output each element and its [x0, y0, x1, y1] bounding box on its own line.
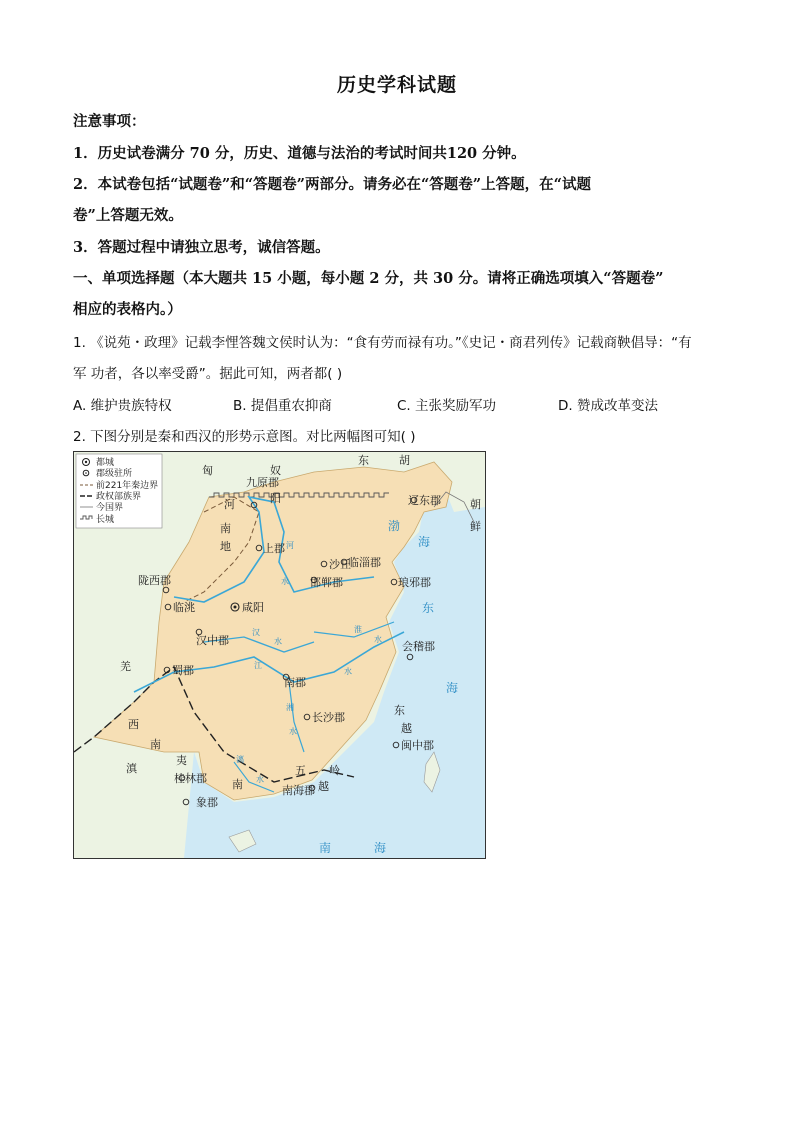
place-langya: 琅邪郡: [398, 576, 431, 589]
sea-dong: 东: [422, 601, 435, 615]
region-xiong: 匈: [202, 464, 213, 477]
place-nan: 南郡: [284, 676, 306, 689]
region-dongyue-yue: 越: [401, 722, 412, 735]
notice-item-3: 3．答题过程中请独立思考，诚信答题。: [73, 239, 330, 256]
place-liaodong: 辽东郡: [408, 494, 441, 507]
question-1-option-a: A. 维护贵族特权: [73, 398, 172, 414]
sea-bo: 渤: [388, 519, 401, 533]
river-han: 汉: [252, 628, 260, 637]
region-he: 河: [224, 498, 235, 511]
place-shang: 上郡: [263, 542, 285, 555]
place-xiang: 象郡: [196, 796, 218, 809]
river-huai: 淮: [354, 625, 362, 634]
question-1-option-b: B. 提倡重农抑商: [233, 398, 332, 414]
region-xian: 鲜: [470, 520, 481, 533]
question-2-stem: 2. 下图分别是秦和西汉的形势示意图。对比两幅图可知( ): [73, 429, 416, 445]
place-linzi: 临淄郡: [348, 556, 381, 569]
question-1-stem: 1. 《说苑・政理》记载李悝答魏文侯时认为：“食有劳而禄有功。”《史记・商君列传》记载商鞅倡导：“有: [73, 335, 692, 351]
region-xinan-nan: 南: [150, 738, 161, 751]
place-handan: 邯郸郡: [310, 576, 343, 589]
capital-xianyang: 咸阳: [242, 601, 264, 614]
place-changsha: 长沙郡: [312, 711, 345, 724]
river-xiang: 湘: [286, 703, 294, 712]
legend-modern-border: 今国界: [96, 503, 124, 513]
legend-capital: 都城: [96, 458, 115, 468]
sea-nan: 南: [319, 841, 332, 855]
river-jiang-shui: 水: [344, 667, 352, 676]
region-hu: 胡: [399, 454, 410, 467]
section-heading-cont: 相应的表格内。）: [73, 301, 182, 318]
place-lintao: 临洮: [173, 601, 195, 614]
notice-item-1: 1．历史试卷满分 70 分，历史、道德与法治的考试时间共120 分钟。: [73, 145, 526, 162]
map-legend: [76, 454, 162, 528]
place-hanzhong: 汉中郡: [196, 634, 229, 647]
place-shu: 蜀郡: [172, 664, 194, 677]
notice-heading: 注意事项：: [73, 113, 146, 130]
notice-item-2-cont: 卷”上答题无效。: [73, 207, 183, 224]
region-chao: 朝: [470, 498, 481, 511]
river-huai-shui: 水: [374, 635, 382, 644]
taiwan-island: [424, 752, 440, 792]
place-yang: 阳: [270, 492, 281, 505]
river-han-shui: 水: [274, 637, 282, 646]
region-wu: 五: [295, 764, 306, 777]
hainan-island: [229, 830, 256, 852]
sea-dong-hai: 海: [446, 681, 459, 695]
river-he: 河: [286, 541, 294, 550]
region-ling: 岭: [329, 764, 340, 777]
region-yue: 越: [318, 780, 329, 793]
region-nu: 奴: [270, 464, 281, 477]
region-dian: 滇: [126, 762, 137, 775]
place-nanhai: 南海郡: [282, 784, 315, 797]
place-guilin: 桂林郡: [174, 772, 207, 785]
place-minzhong: 闽中郡: [401, 739, 434, 752]
place-kuaiji: 会稽郡: [402, 640, 435, 653]
place-longxi: 陇西郡: [138, 574, 171, 587]
section-heading: 一、单项选择题（本大题共 15 小题，每小题 2 分，共 30 分。请将正确选项填入“答题卷”: [73, 270, 664, 287]
sea-nan-hai: 海: [374, 841, 387, 855]
question-1-option-d: D. 赞成改革变法: [558, 398, 658, 414]
river-jiang: 江: [254, 661, 262, 670]
place-shaqiu: 沙丘: [329, 558, 351, 571]
region-dong: 东: [358, 454, 369, 467]
qin-territory-map: [73, 451, 486, 859]
legend-commandery: 郡级驻所: [96, 469, 133, 479]
river-li: 漓: [236, 755, 244, 764]
region-xi: 西: [128, 718, 139, 731]
notice-item-2: 2．本试卷包括“试题卷”和“答题卷”两部分。请务必在“答题卷”上答题，在“试题: [73, 176, 591, 193]
region-nanyue-nan: 南: [232, 778, 243, 791]
question-1-option-c: C. 主张奖励军功: [397, 398, 497, 414]
river-li-shui: 水: [256, 775, 264, 784]
question-1-stem-cont: 军 功者，各以率受爵”。据此可知，两者都( ): [73, 366, 343, 382]
page-title: 历史学科试题: [336, 74, 457, 96]
region-dongyue-dong: 东: [394, 704, 405, 717]
region-henan-nan: 南: [220, 522, 231, 535]
sea-bo-hai: 海: [418, 535, 431, 549]
region-qiang: 羌: [120, 660, 131, 673]
legend-great-wall: 长城: [96, 515, 115, 525]
legend-regime-border: 政权部族界: [96, 492, 142, 502]
river-he-shui: 水: [281, 577, 289, 586]
place-jiuyuan: 九原郡: [246, 476, 279, 489]
region-henan-di: 地: [220, 540, 231, 553]
region-yi: 夷: [176, 754, 187, 767]
river-xiang-shui: 水: [289, 727, 297, 736]
legend-qin-border: 前221年秦边界: [96, 481, 159, 491]
